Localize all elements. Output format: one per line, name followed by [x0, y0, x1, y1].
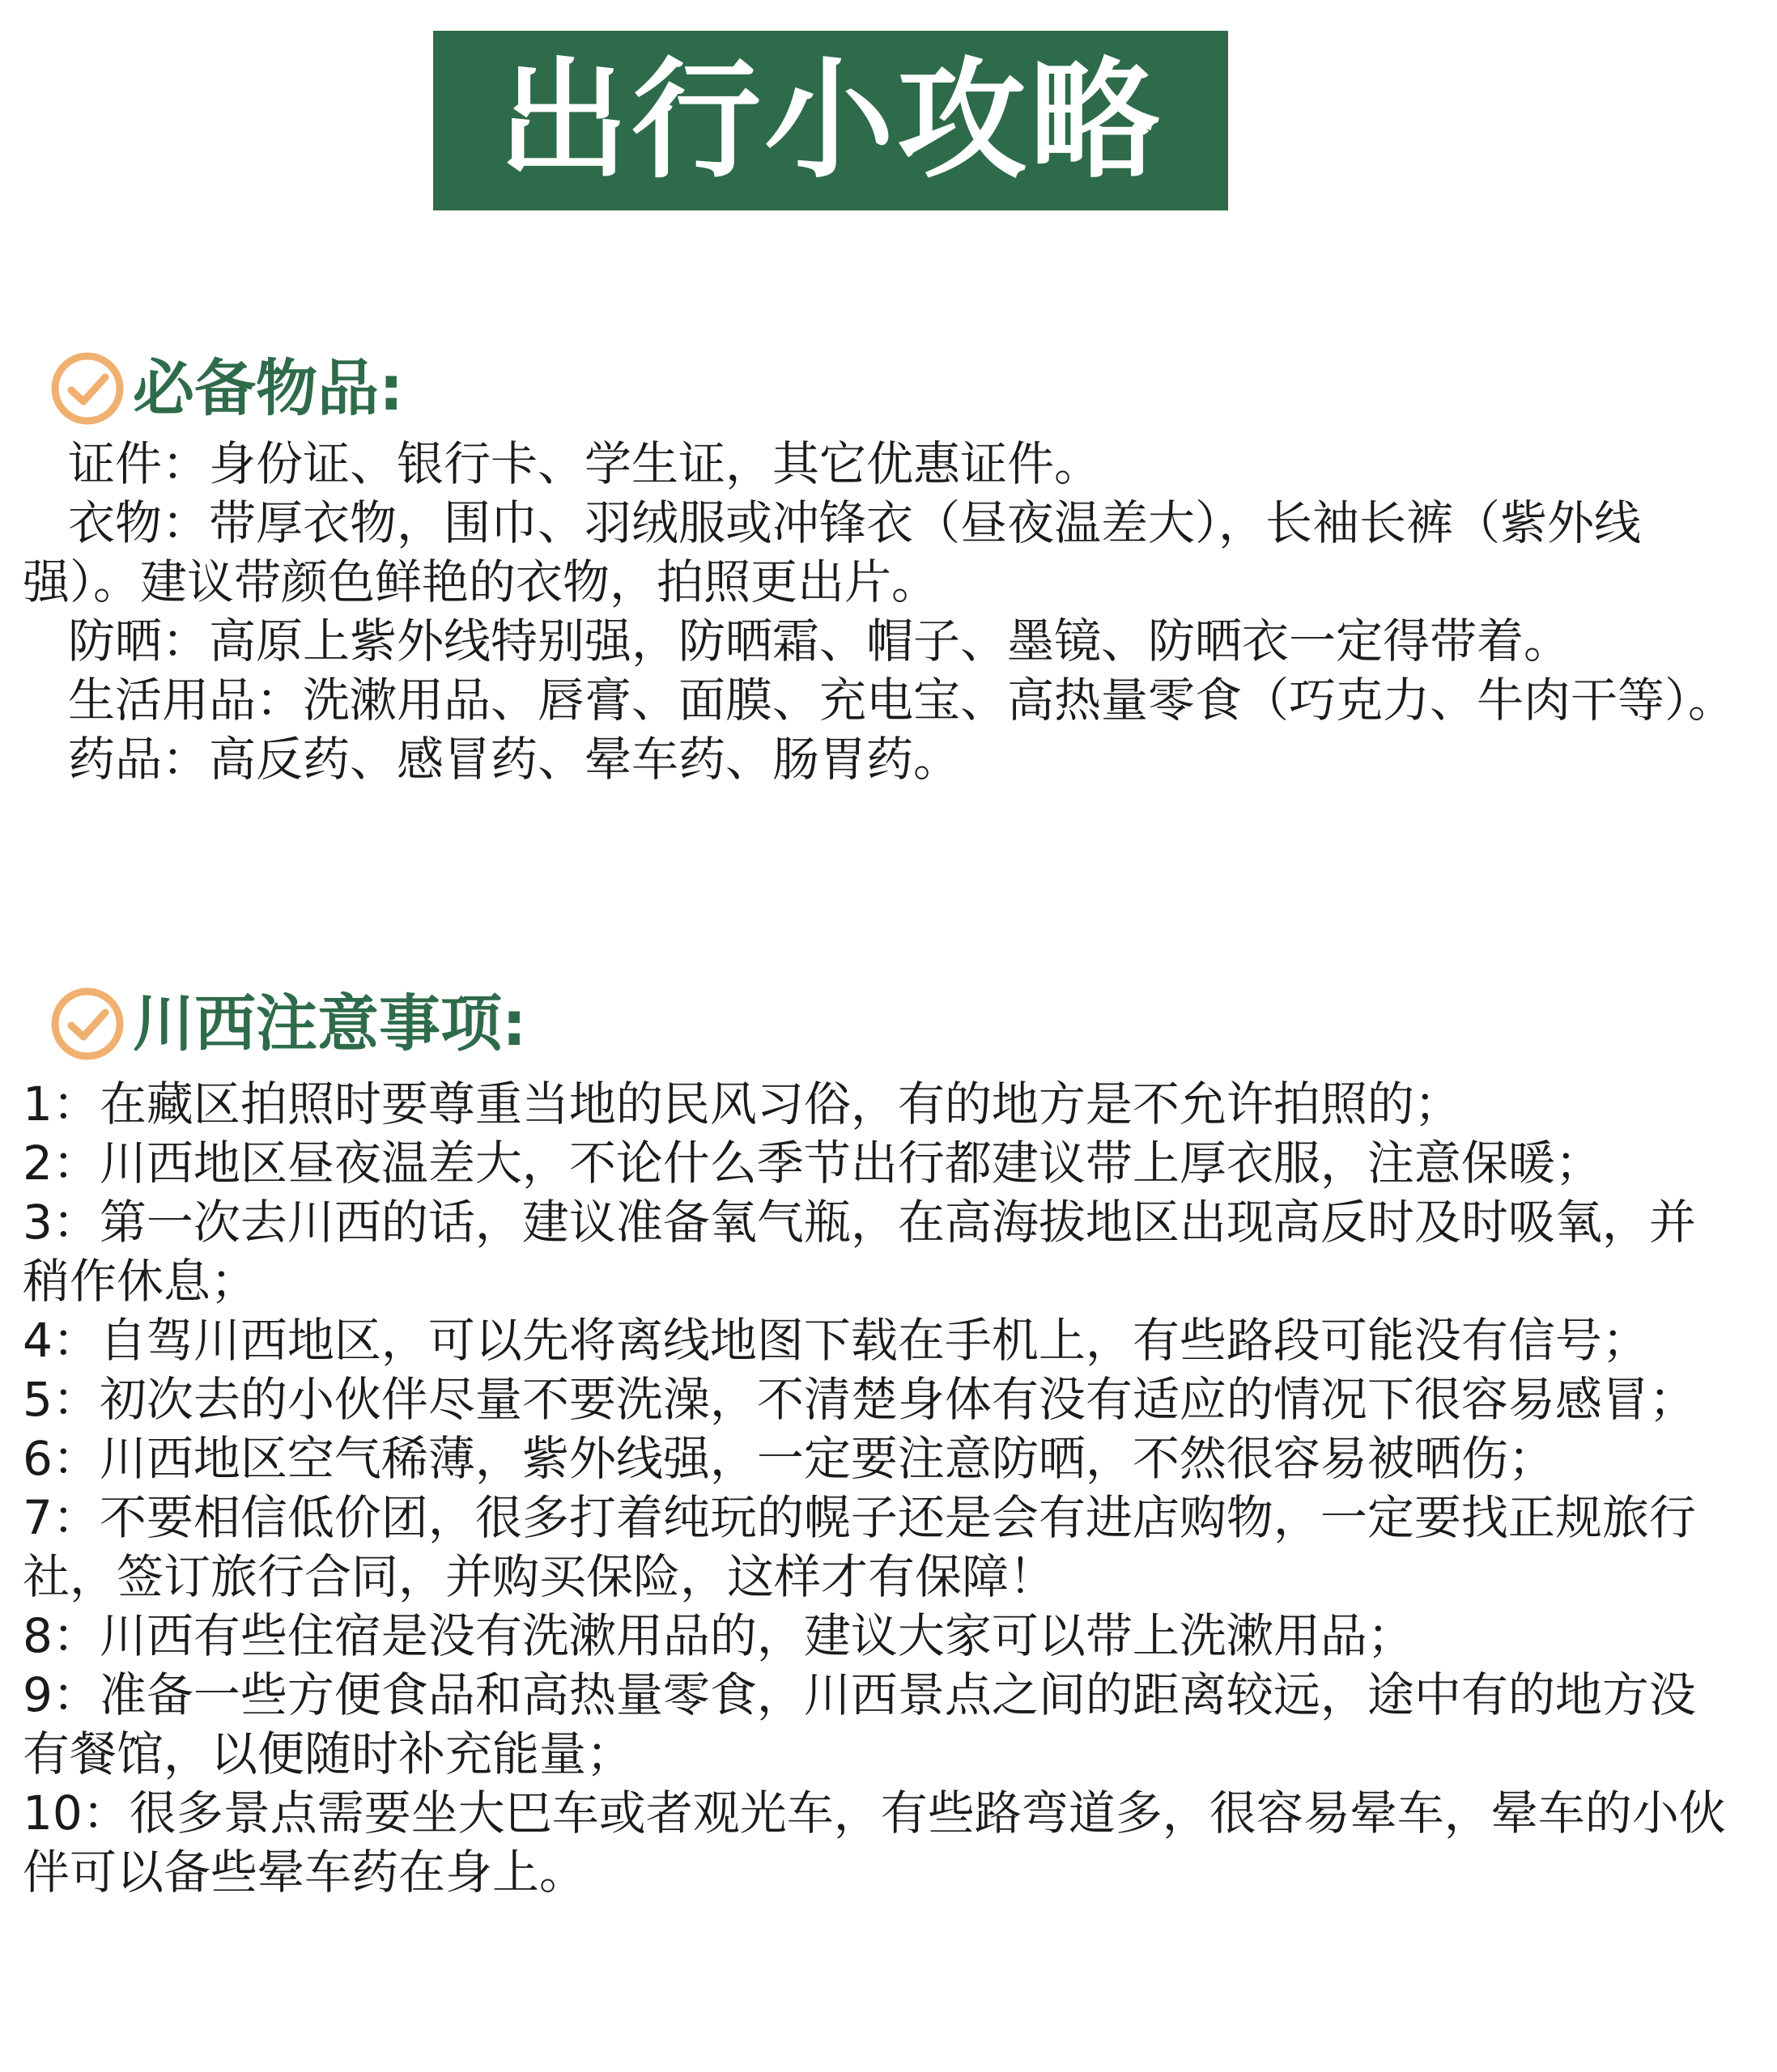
note-item: 6：川西地区空气稀薄，紫外线强，一定要注意防晒，不然很容易被晒伤； [23, 1431, 1555, 1486]
title-banner [433, 31, 1228, 210]
essentials-item-documents: 证件：身份证、银行卡、学生证，其它优惠证件。 [68, 436, 1102, 491]
essentials-title: 必备物品: [133, 352, 404, 424]
notes-list [23, 1075, 1739, 1902]
note-item: 8：川西有些住宿是没有洗漱用品的，建议大家可以带上洗漱用品； [23, 1608, 1414, 1663]
essentials-item-sunscreen: 防晒：高原上紫外线特别强，防晒霜、帽子、墨镜、防晒衣一定得带着。 [68, 614, 1571, 669]
essentials-item-clothing: 衣物：带厚衣物，围巾、羽绒服或冲锋衣（昼夜温差大），长袖长裤（紫外线强）。建议带颜色鲜艳的衣物，拍照更出片。 [23, 495, 1642, 609]
essentials-item-medicine: 药品：高反药、感冒药、晕车药、肠胃药。 [68, 732, 961, 787]
essentials-item-daily-supplies: 生活用品：洗漱用品、唇膏、面膜、充电宝、高热量零食（巧克力、牛肉干等）。 [68, 673, 1736, 728]
note-item: 2：川西地区昼夜温差大，不论什么季节出行都建议带上厚衣服，注意保暖； [23, 1136, 1602, 1191]
note-item: 10：很多景点需要坐大巴车或者观光车，有些路弯道多，很容易晕车，晕车的小伙伴可以备些晕车药在身上。 [23, 1785, 1726, 1900]
note-item: 9：准备一些方便食品和高热量零食，川西景点之间的距离较远，途中有的地方没有餐馆，以便随时补充能量； [23, 1667, 1696, 1781]
note-item: 3：第一次去川西的话，建议准备氧气瓶，在高海拔地区出现高反时及时吸氧，并稍作休息； [23, 1195, 1696, 1309]
note-item: 7：不要相信低价团，很多打着纯玩的幌子还是会有进店购物，一定要找正规旅行社，签订旅行合同，并购买保险，这样才有保障！ [23, 1490, 1696, 1604]
notes-section [23, 979, 1739, 1902]
essentials-list [23, 435, 1739, 789]
essentials-section [23, 344, 1739, 789]
page-title: 出行小攻略 [498, 45, 1163, 196]
essentials-header [23, 344, 1739, 433]
note-item: 4：自驾川西地区，可以先将离线地图下载在手机上，有些路段可能没有信号； [23, 1313, 1649, 1368]
note-item: 5：初次去的小伙伴尽量不要洗澡，不清楚身体有没有适应的情况下很容易感冒； [23, 1372, 1696, 1427]
check-circle-icon [47, 348, 128, 429]
check-circle-icon [47, 983, 128, 1064]
notes-title: 川西注意事项: [133, 987, 527, 1059]
note-item: 1：在藏区拍照时要尊重当地的民风习俗，有的地方是不允许拍照的； [23, 1076, 1461, 1132]
notes-header [23, 979, 1739, 1068]
